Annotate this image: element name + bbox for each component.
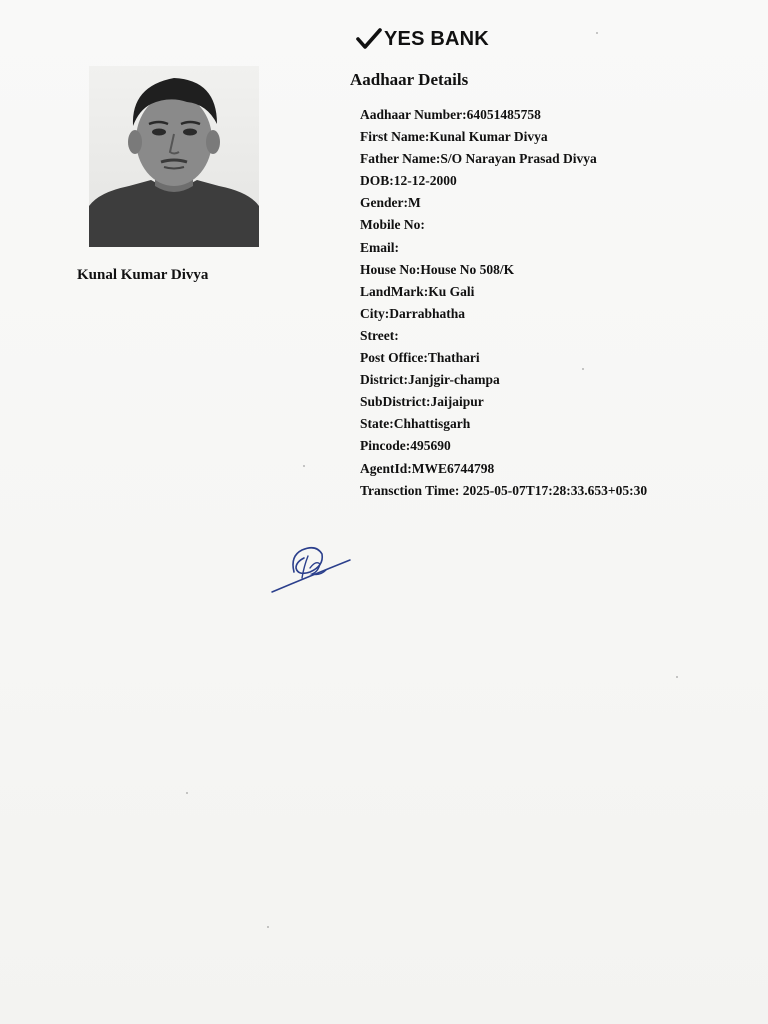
detail-value: Thathari bbox=[427, 350, 480, 366]
detail-row bbox=[360, 105, 647, 127]
detail-label: Email: bbox=[360, 239, 399, 255]
detail-value: Chhattisgarh bbox=[393, 416, 471, 432]
detail-value: Ku Gali bbox=[428, 283, 475, 299]
detail-label: DOB: bbox=[360, 173, 394, 189]
detail-label: SubDistrict: bbox=[360, 394, 431, 410]
paper-speck bbox=[676, 676, 678, 678]
detail-label: Father Name: bbox=[360, 151, 441, 167]
detail-label: LandMark: bbox=[360, 283, 429, 299]
detail-row bbox=[360, 459, 647, 481]
detail-label: AgentId: bbox=[360, 460, 412, 476]
detail-label: State: bbox=[360, 416, 394, 432]
detail-label: Street: bbox=[360, 327, 399, 343]
detail-label: Gender: bbox=[360, 195, 408, 211]
detail-row bbox=[360, 238, 647, 260]
detail-label: First Name: bbox=[360, 129, 430, 145]
detail-row bbox=[360, 370, 647, 392]
paper-speck bbox=[582, 368, 584, 370]
paper-speck bbox=[186, 792, 188, 794]
yes-bank-logo bbox=[356, 28, 489, 50]
detail-row bbox=[360, 414, 647, 436]
detail-row bbox=[360, 193, 647, 215]
detail-label: Aadhaar Number: bbox=[360, 107, 467, 122]
detail-value: 495690 bbox=[410, 438, 451, 454]
detail-row bbox=[360, 348, 647, 370]
detail-value: Jaijaipur bbox=[430, 394, 484, 410]
checkmark-icon bbox=[356, 28, 382, 50]
page-title: Aadhaar Details bbox=[350, 70, 469, 89]
detail-label: Pincode: bbox=[360, 438, 411, 454]
detail-row bbox=[360, 149, 647, 171]
detail-label: District: bbox=[360, 372, 408, 388]
detail-value: MWE6744798 bbox=[411, 460, 495, 476]
paper-speck bbox=[267, 926, 269, 928]
detail-label: Post Office: bbox=[360, 350, 428, 366]
detail-value: 2025-05-07T17:28:33.653+05:30 bbox=[462, 482, 648, 498]
brand-name: YES BANK bbox=[384, 28, 489, 50]
detail-value: Darrabhatha bbox=[389, 305, 466, 321]
detail-value: S/O Narayan Prasad Divya bbox=[440, 151, 597, 167]
detail-row bbox=[360, 282, 647, 304]
detail-value: 64051485758 bbox=[466, 107, 541, 122]
paper-speck bbox=[303, 465, 305, 467]
detail-row bbox=[360, 326, 647, 348]
detail-value: 12-12-2000 bbox=[393, 173, 457, 189]
detail-label: Mobile No: bbox=[360, 217, 425, 233]
detail-row bbox=[360, 481, 647, 503]
person-photo bbox=[89, 66, 259, 247]
detail-row bbox=[360, 392, 647, 414]
detail-label: House No: bbox=[360, 261, 421, 277]
detail-label: Transction Time: bbox=[360, 482, 463, 498]
detail-value: Kunal Kumar Divya bbox=[429, 129, 548, 145]
paper-speck bbox=[596, 32, 598, 34]
detail-value: House No 508/K bbox=[420, 261, 515, 277]
detail-row bbox=[360, 171, 647, 193]
detail-row bbox=[360, 304, 647, 326]
detail-value: Janjgir-champa bbox=[407, 372, 500, 388]
detail-row bbox=[360, 260, 647, 282]
detail-row bbox=[360, 215, 647, 237]
aadhaar-details-list bbox=[360, 105, 647, 503]
detail-row bbox=[360, 436, 647, 458]
detail-label: City: bbox=[360, 305, 390, 321]
detail-value: M bbox=[408, 195, 421, 211]
detail-row bbox=[360, 127, 647, 149]
handwritten-signature bbox=[270, 542, 355, 597]
photo-caption-name: Kunal Kumar Divya bbox=[77, 267, 209, 283]
